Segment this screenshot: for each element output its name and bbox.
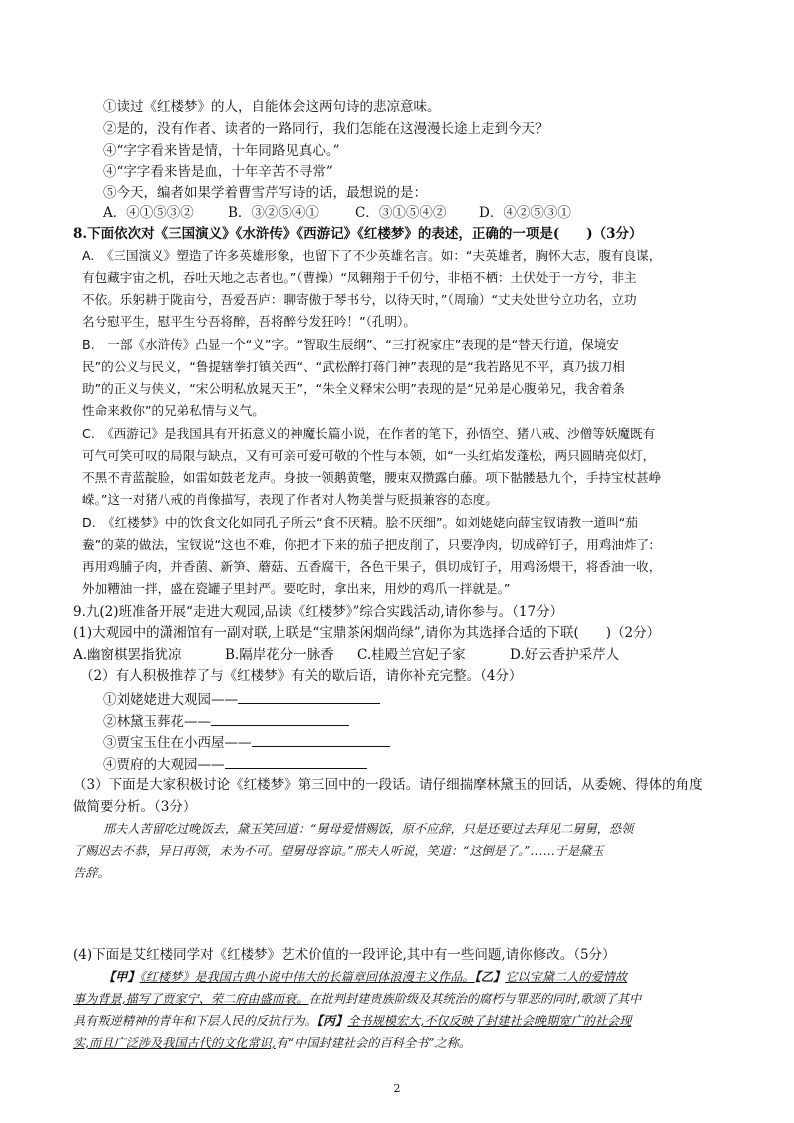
q9-part2-item-4: [103, 754, 367, 774]
q9-part1-option-a: A.幽窗棋罢指犹凉: [73, 647, 182, 663]
q7-sentence-1: ①读过《红楼梦》的人，自能体会这两句诗的悲凉意味。: [103, 99, 441, 115]
q7-option-b: B．③②⑤④①: [228, 205, 319, 221]
q9-part2-item-2: [103, 711, 349, 731]
q9-stem: 9.九(2)班准备开展“走进大观园,品读《红楼梦》”综合实践活动,请你参与。（17分）: [73, 604, 564, 620]
q8-a-line-2: 有包藏宇宙之机，吞吐天地之志者也。”（曹操）“凤翱翔于千仞兮，非梧不栖：土伏处于一方兮，非主: [82, 270, 637, 285]
q9-part3-quote-line-3: 告辞。: [73, 866, 110, 880]
q9-part1-option-b: B.隔岸花分一脉香: [225, 647, 334, 663]
q9-part1-option-c: C.桂殿兰宫妃子家: [357, 647, 466, 663]
q9-part4-line-1: [103, 968, 627, 986]
xiehouyu-prompt: ②林黛玉葬花——: [103, 714, 211, 730]
q9-part4-stem: (4)下面是艾红楼同学对《红楼梦》艺术价值的一段评论,其中有一些问题,请你修改。（5分）: [73, 947, 616, 963]
q7-option-d: D．④②⑤③①: [479, 205, 571, 221]
xiehouyu-prompt: ③贾宝玉住在小西屋——: [103, 735, 252, 751]
xiehouyu-prompt: ①刘姥姥进大观园——: [103, 692, 238, 708]
q9-part2-stem: （2）有人积极推荐了与《红楼梦》有关的歇后语，请你补充完整。（4分）: [80, 668, 523, 684]
q9-part2-item-1: [103, 689, 380, 709]
q9-part4-line-2: [73, 990, 641, 1008]
q8-d-line-4: 外加糟油一拌，盛在瓷罐子里封严。要吃时，拿出来，用炒的鸡爪一拌就是。”: [82, 581, 511, 596]
q9-part3-stem-line-2: 做简要分析。（3分）: [73, 799, 197, 815]
q8-b-line-2: 民”的公义与民义，“鲁提辖拳打镇关西“、“武松醉打蒋门神”表现的是“我若路见不平，真乃拔刀相: [82, 359, 625, 374]
answer-blank[interactable]: [225, 754, 367, 769]
q9-part4-line-4: [73, 1034, 471, 1052]
segment-tag-yi: 【乙】: [474, 970, 506, 984]
q8-d-line-2: 鲞”的菜的做法，宝钗说“这也不难，你把才下来的茄子把皮削了，只要净肉，切成碎钉子，用鸡油炸了:: [82, 537, 654, 552]
q8-c-line-4: 嵘。”这一对猪八戒的肖像描写，表现了作者对人物美誉与贬损兼容的态度。: [82, 492, 498, 507]
q7-sentence-5: ⑤今天，编者如果学着曹雪芹写诗的话，最想说的是：: [103, 185, 427, 201]
q8-b-line-4: 性命来救你”的兄弟私情与义气。: [82, 403, 265, 418]
q8-a-line-3: 不依。乐躬耕于陇亩兮，吾爱吾庐：聊寄傲于琴书兮，以待天时，”（周瑜）“丈夫处世兮立功名，立功: [82, 292, 637, 307]
q9-part1-option-d: D.好云香护采芹人: [510, 647, 620, 663]
q8-c-line-2: 可气可笑可叹的局限与缺点，又有可亲可爱可敬的个性与本领，如“一头红焰发蓬松，两只圆睛亮似灯，: [82, 448, 656, 463]
answer-blank[interactable]: [252, 732, 390, 747]
segment-jia: 《红楼梦》是我国古典小说中伟大的长篇章回体浪漫主义作品。: [139, 970, 475, 984]
q7-option-c: C．③①⑤④②: [355, 205, 447, 221]
q9-part3-quote-line-2: 了赐迟去不恭，异日再领，未为不可。望舅母容谅。”邢夫人听说，笑道：“这倒是了。”……于是黛玉: [73, 844, 604, 858]
xiehouyu-prompt: ④贾府的大观园——: [103, 757, 225, 773]
segment-text: 在批判封建贵族阶级及其统治的腐朽与罪恶的同时,歌颂了其中: [308, 992, 642, 1006]
segment-yi-part-2: 事为背景,描写了贾家宁、荣二府由盛而衰。: [73, 992, 309, 1006]
segment-text: 有“中国封建社会的百科全书”之称。: [275, 1036, 472, 1050]
q8-a-line-4: 名兮慰平生，慰平生兮吾将醉，吾将醉兮发狂吟！”（孔明）。: [82, 314, 416, 329]
answer-blank[interactable]: [238, 689, 380, 704]
segment-yi-part-1: 它以宝黛二人的爱情故: [505, 970, 628, 984]
q8-c-line-3: 不黑不青蓝靛脸，如雷如鼓老龙声。身披一领鹅黄氅，腰束双攒露白藤。项下骷髅悬九个，手持宝杖甚峥: [82, 470, 662, 485]
q8-b-line-3: 助”的正义与侠义，“宋公明私放晁天王”，“朱全义释宋公明”表现的是“兄弟是心腹弟兄，我舍着条: [82, 381, 625, 396]
page-number: 2: [393, 1082, 401, 1095]
q7-sentence-4: ④“字字看来皆是血，十年辛苦不寻常”: [103, 164, 333, 180]
segment-bing-part-2: 实,而且广泛涉及我国古代的文化常识,: [73, 1036, 276, 1050]
q7-option-a: A．④①⑤③②: [103, 205, 194, 221]
q9-part3-quote-line-1: 邢夫人苦留吃过晚饭去，黛玉笑回道：“舅母爱惜赐饭，原不应辞，只是还要过去拜见二舅舅，恐领: [103, 822, 634, 836]
q8-stem: 8.下面依次对《三国演义》《水浒传》《西游记》《红楼梦》的表述，正确的一项是( )（3分）: [73, 226, 643, 242]
q8-b-line-1: B. 一部《水浒传》凸显一个“义”字。“智取生辰纲”、“三打祝家庄”表现的是“替天行道，保境安: [82, 337, 619, 352]
answer-blank[interactable]: [211, 711, 349, 726]
q9-part4-line-3: [73, 1012, 631, 1030]
q7-sentence-3: ④“字字看来皆是情，十年同路见真心。”: [103, 143, 340, 159]
segment-tag-bing: 【丙】: [316, 1014, 348, 1028]
q8-d-line-1: D. 《红楼梦》中的饮食文化如同孔子所云“食不厌精。脍不厌细”。如刘姥姥向薛宝钗请教一道叫“茄: [82, 515, 638, 530]
q8-c-line-1: C. 《西游记》是我国具有开拓意义的神魔长篇小说，在作者的笔下，孙悟空、猪八戒、沙僧等妖魔既有: [82, 426, 656, 441]
segment-text: 具有叛逆精神的青年和下层人民的反抗行为。: [73, 1014, 317, 1028]
q7-sentence-2: ②是的，没有作者、读者的一路同行，我们怎能在这漫漫长途上走到今天？: [103, 121, 549, 137]
q8-a-line-1: A. 《三国演义》塑造了许多英雄形象，也留下了不少英雄名言。如：“夫英雄者，胸怀大志，腹有良谋，: [82, 248, 662, 263]
q9-part2-item-3: [103, 732, 390, 752]
segment-bing-part-1: 全书规模宏大,不仅反映了封建社会晚期宽广的社会现: [347, 1014, 632, 1028]
q9-part3-stem-line-1: （3）下面是大家积极讨论《红楼梦》第三回中的一段话。请仔细揣摩林黛玉的回话，从委婉、得体的角度: [73, 777, 703, 793]
segment-tag-jia: 【甲】: [103, 970, 140, 984]
q8-d-line-3: 再用鸡脯子肉，并香菌、新笋、蘑菇、五香腐干，各色干果子，俱切成钉子，用鸡汤煨干，将香油一收，: [82, 559, 662, 574]
q9-part1-stem: (1)大观园中的潇湘馆有一副对联,上联是“宝鼎茶闲烟尚绿”,请你为其选择合适的下联( )（2分）: [73, 625, 661, 641]
